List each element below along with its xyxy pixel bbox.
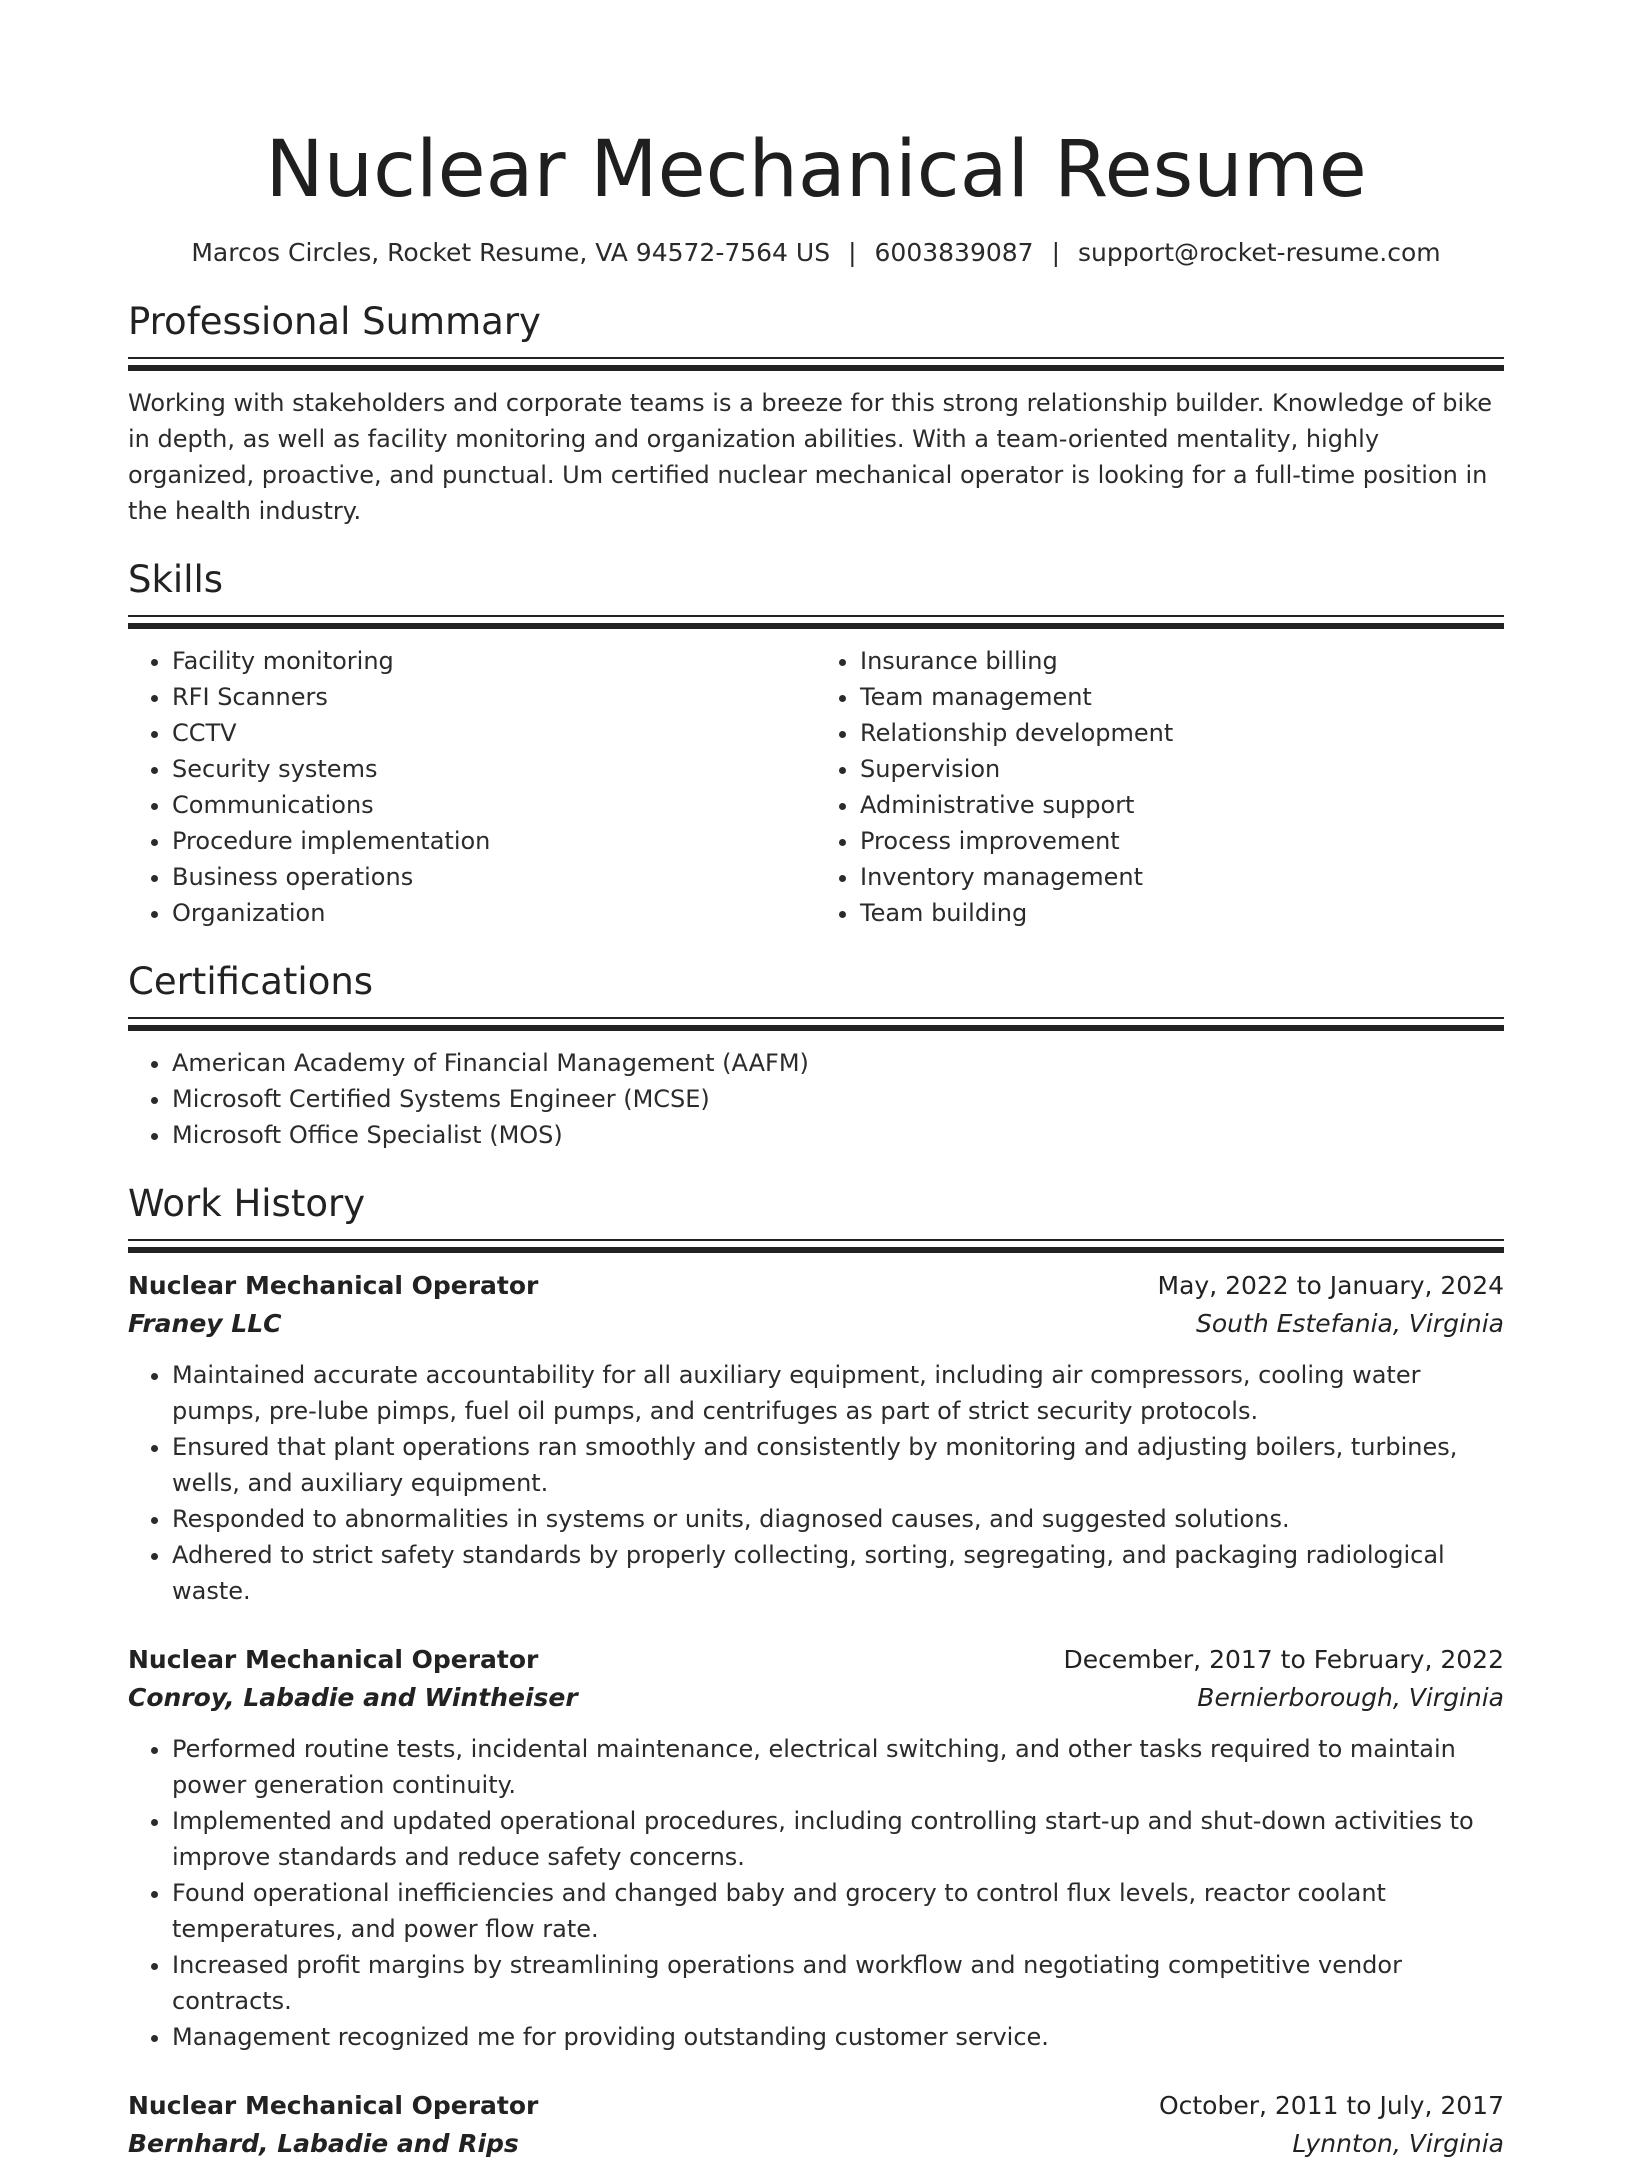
section-divider [128,1239,1504,1253]
job-location: Bernierborough, Virginia [1197,1683,1504,1712]
skill-item: • Team building [860,895,1504,931]
skill-item: • Insurance billing [860,643,1504,679]
skill-item: • RFI Scanners [172,679,816,715]
skill-item: • Security systems [172,751,816,787]
job-location: Lynnton, Virginia [1292,2129,1504,2158]
skill-item: • Business operations [172,859,816,895]
certifications-list [128,1045,1504,1153]
certifications-heading: Certifications [128,960,374,1003]
skills-columns [128,643,1504,931]
skill-item: • Team management [860,679,1504,715]
job-bullet: • Performed routine tests, incidental maintenance, electrical switching, and other tasks required to maintain power generation continuity. [172,1731,1504,1803]
section-divider [128,1017,1504,1031]
job-header [128,2087,1504,2125]
job-bullet: • Ensured that plant operations ran smoothly and consistently by monitoring and adjusting boilers, turbines, wells, and auxiliary equipment. [172,1429,1504,1501]
work-history-section [128,1179,1504,2163]
certification-item: • American Academy of Financial Management (AAFM) [172,1045,1504,1081]
contact-separator: | [1051,238,1061,267]
skill-item: • Procedure implementation [172,823,816,859]
section-divider [128,357,1504,371]
job-bullets [128,1731,1504,2055]
job-subheader [128,1679,1504,1717]
job-title: Nuclear Mechanical Operator [128,2091,539,2120]
job-dates: May, 2022 to January, 2024 [1157,1271,1504,1300]
job-header [128,1267,1504,1305]
certification-item: • Microsoft Office Specialist (MOS) [172,1117,1504,1153]
job-bullet: • Maintained accurate accountability for all auxiliary equipment, including air compressors, cooling water pumps, pre-lube pimps, fuel oil pumps, and centrifuges as part of strict security protocols. [172,1357,1504,1429]
job-header [128,1641,1504,1679]
job-dates: December, 2017 to February, 2022 [1063,1645,1504,1674]
skill-item: • Inventory management [860,859,1504,895]
job-entry [128,1267,1504,1609]
summary-section [128,297,1504,529]
job-bullet: • Implemented and updated operational procedures, including controlling start-up and shut-down activities to improve standards and reduce safety concerns. [172,1803,1504,1875]
job-subheader [128,1305,1504,1343]
job-company: Conroy, Labadie and Wintheiser [128,1683,578,1712]
skill-item: • Organization [172,895,816,931]
skill-item: • Relationship development [860,715,1504,751]
job-subheader [128,2125,1504,2163]
job-bullet: • Responded to abnormalities in systems or units, diagnosed causes, and suggested solutions. [172,1501,1504,1537]
resume-title: Nuclear Mechanical Resume [265,125,1367,215]
skill-item: • Administrative support [860,787,1504,823]
job-dates: October, 2011 to July, 2017 [1158,2091,1504,2120]
job-entry [128,1641,1504,2055]
skill-item: • Facility monitoring [172,643,816,679]
work-history-heading: Work History [128,1182,366,1225]
skills-heading: Skills [128,558,224,601]
contact-address: Marcos Circles, Rocket Resume, VA 94572-7564 US [191,238,831,267]
job-bullet: • Found operational inefficiencies and changed baby and grocery to control flux levels, reactor coolant temperatures, and power flow rate. [172,1875,1504,1947]
job-entry [128,2087,1504,2163]
skill-item: • CCTV [172,715,816,751]
skill-item: • Supervision [860,751,1504,787]
job-bullet: • Management recognized me for providing outstanding customer service. [172,2019,1504,2055]
certification-item: • Microsoft Certified Systems Engineer (MCSE) [172,1081,1504,1117]
skill-item: • Communications [172,787,816,823]
job-title: Nuclear Mechanical Operator [128,1645,539,1674]
job-bullets [128,1357,1504,1609]
skills-list-left [128,643,816,931]
skill-item: • Process improvement [860,823,1504,859]
job-title: Nuclear Mechanical Operator [128,1271,539,1300]
job-company: Franey LLC [128,1309,282,1338]
skills-section [128,555,1504,931]
job-location: South Estefania, Virginia [1196,1309,1504,1338]
contact-separator: | [848,238,857,267]
job-company: Bernhard, Labadie and Rips [128,2129,519,2158]
summary-text: Working with stakeholders and corporate teams is a breeze for this strong relationship builder. Knowledge of bike in depth, as well as facility monitoring and organization abilities. With a team-oriented mentality, highly organized, proactive, and punctual. Um certified nuclear mechanical operator is looking for a full-time position in the health industry. [128,389,1493,525]
section-divider [128,615,1504,629]
job-bullet: • Adhered to strict safety standards by properly collecting, sorting, segregating, and packaging radiological waste. [172,1537,1504,1609]
contact-line [128,236,1504,270]
contact-email[interactable]: support@rocket-resume.com [1078,238,1441,267]
skills-list-right [816,643,1504,931]
summary-heading: Professional Summary [128,300,541,343]
contact-phone[interactable]: 6003839087 [874,238,1034,267]
certifications-section [128,957,1504,1153]
job-bullet: • Increased profit margins by streamlining operations and workflow and negotiating competitive vendor contracts. [172,1947,1504,2019]
